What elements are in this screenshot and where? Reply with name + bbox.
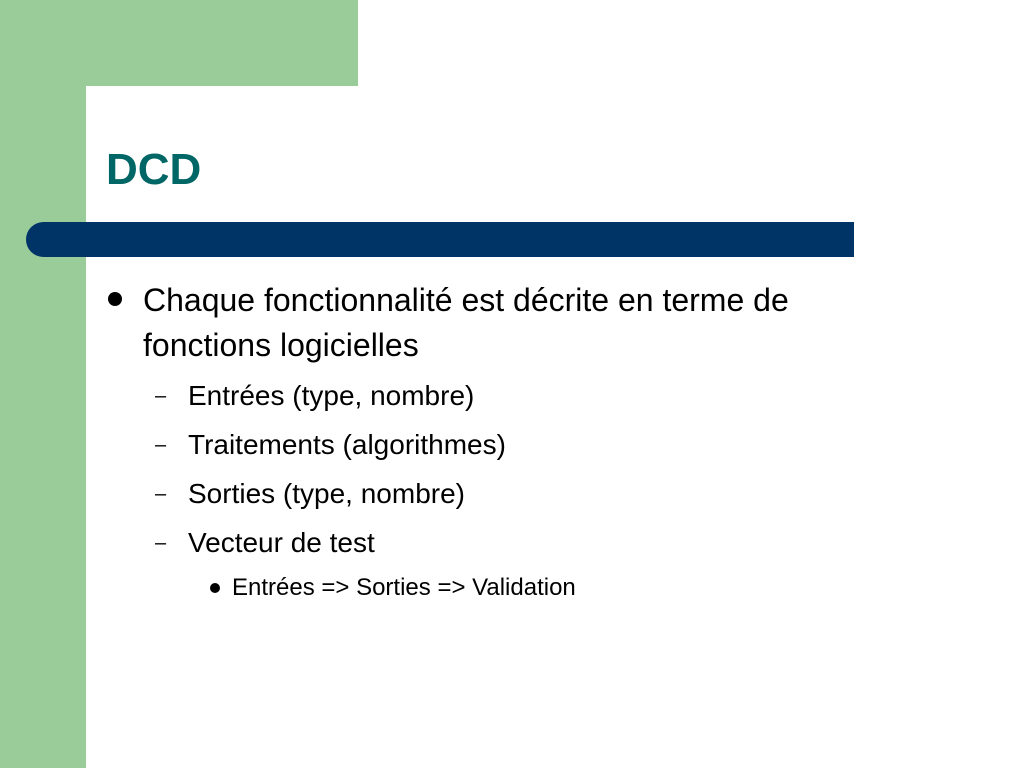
sub-item-text: Sorties (type, nombre) xyxy=(188,478,465,509)
sub-item-inputs xyxy=(155,377,855,417)
dash-icon: – xyxy=(155,483,167,505)
sub-item-text: Vecteur de test xyxy=(188,527,375,558)
bullet-dot-icon xyxy=(210,583,220,593)
sub-item-text: Entrées (type, nombre) xyxy=(188,380,475,411)
sub-sub-item-text: Entrées => Sorties => Validation xyxy=(232,574,576,601)
title-underline-bar xyxy=(26,222,854,257)
slide-title: DCD xyxy=(106,145,202,194)
dash-icon: – xyxy=(155,434,167,456)
sub-item-test-vector xyxy=(155,524,855,564)
bullet-text: Chaque fonctionnalité est décrite en terme de fonctions logicielles xyxy=(143,282,789,363)
sub-item-processing xyxy=(155,426,855,466)
green-accent-left xyxy=(0,0,86,768)
sub-sub-item xyxy=(208,572,808,604)
dash-icon: – xyxy=(155,385,167,407)
dash-icon: – xyxy=(155,532,167,554)
sub-item-text: Traitements (algorithmes) xyxy=(188,429,506,460)
bullet-dot-icon xyxy=(108,292,122,306)
sub-item-outputs xyxy=(155,475,855,515)
